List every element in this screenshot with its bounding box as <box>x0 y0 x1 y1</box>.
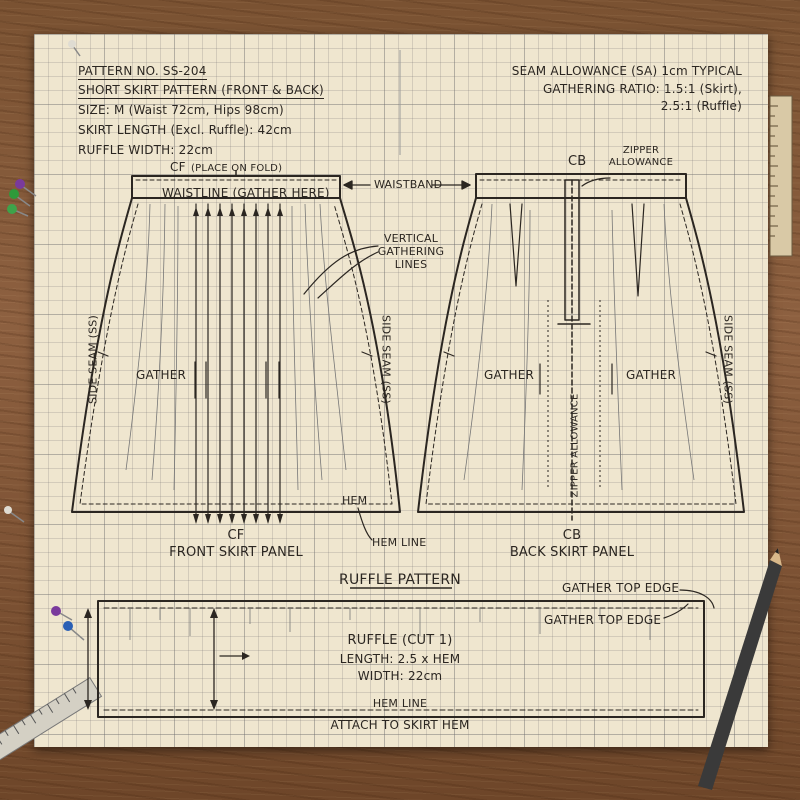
ruffle-width-label: RUFFLE WIDTH: 22cm <box>78 143 214 157</box>
pin-green2-icon <box>7 204 28 216</box>
ruler-bottom-left-icon <box>0 678 101 760</box>
vertical-gathering-label: VERTICAL GATHERING LINES <box>377 232 445 271</box>
cf-label-top: CF <box>170 160 186 174</box>
waistline-label: WAISTLINE (GATHER HERE) <box>162 186 330 200</box>
zipper-allowance-top-label: ZIPPER ALLOWANCE <box>608 145 674 168</box>
pattern-number: PATTERN NO. SS-204 <box>78 64 207 78</box>
ruler-right-icon <box>770 96 792 256</box>
seam-allowance-label: SEAM ALLOWANCE (SA) 1cm TYPICAL <box>511 64 742 78</box>
pin-left-icon <box>4 506 24 522</box>
skirt-length-label: SKIRT LENGTH (Excl. Ruffle): 42cm <box>78 123 292 137</box>
pin-purple2-icon <box>51 606 72 620</box>
ruffle-width: WIDTH: 22cm <box>357 669 443 683</box>
gather-top-edge-label-2: GATHER TOP EDGE <box>544 613 662 627</box>
ruffle-length: LENGTH: 2.5 x HEM <box>339 652 461 666</box>
side-seam-arrows-back <box>444 352 716 356</box>
pencil-icon <box>698 548 782 790</box>
cb-label-top: CB <box>568 154 587 169</box>
back-panel-title: BACK SKIRT PANEL <box>509 545 635 560</box>
gathering-ratio-label: GATHERING RATIO: 1.5:1 (Skirt), <box>542 82 742 96</box>
cf-label-bottom: CF <box>227 528 245 543</box>
front-gathering-lines <box>196 204 280 522</box>
attach-to-skirt-hem: ATTACH TO SKIRT HEM <box>330 718 470 732</box>
ruffle-hem-line: HEM LINE <box>372 697 428 710</box>
place-on-fold-label: (PLACE ON FOLD) <box>190 163 283 174</box>
front-panel-title: FRONT SKIRT PANEL <box>169 545 303 560</box>
back-gather-arrows-icon <box>540 364 612 394</box>
front-skirt-outline <box>72 176 400 512</box>
gather-top-edge-label-1: GATHER TOP EDGE <box>562 581 680 595</box>
back-side-seam-label: SIDE SEAM (SS) <box>721 315 735 404</box>
front-gather-label: GATHER <box>136 368 187 382</box>
ruffle-title: RUFFLE PATTERN <box>339 572 461 588</box>
front-side-seam-left: SIDE SEAM (SS) <box>86 315 100 404</box>
front-folds <box>126 204 346 490</box>
size-label: SIZE: M (Waist 72cm, Hips 98cm) <box>78 103 284 117</box>
pin-green-icon <box>9 189 30 206</box>
zipper-allowance-pointer <box>582 178 610 186</box>
hem-line-label: HEM LINE <box>372 536 427 549</box>
back-gather-right-label: GATHER <box>626 368 677 382</box>
waistband-label: WAISTBAND <box>374 178 443 191</box>
hem-label: HEM <box>342 494 368 507</box>
pin-top-icon <box>68 40 80 56</box>
ruffle-arrows <box>88 612 242 706</box>
zipper-allowance-vertical-label: ZIPPER ALLOWANCE <box>569 393 581 498</box>
cb-label-bottom: CB <box>562 528 582 543</box>
back-gather-left-label: GATHER <box>484 368 535 382</box>
front-side-seam-right: SIDE SEAM (SS) <box>379 315 393 404</box>
pin-blue-icon <box>63 621 84 640</box>
cf-place-on-fold <box>170 156 282 175</box>
pattern-title: SHORT SKIRT PATTERN (FRONT & BACK) <box>78 83 324 97</box>
ruffle-name: RUFFLE (CUT 1) <box>347 633 453 648</box>
vertical-gathering-pointers <box>304 246 378 298</box>
gathering-ratio-ruffle-label: 2.5:1 (Ruffle) <box>660 99 742 113</box>
